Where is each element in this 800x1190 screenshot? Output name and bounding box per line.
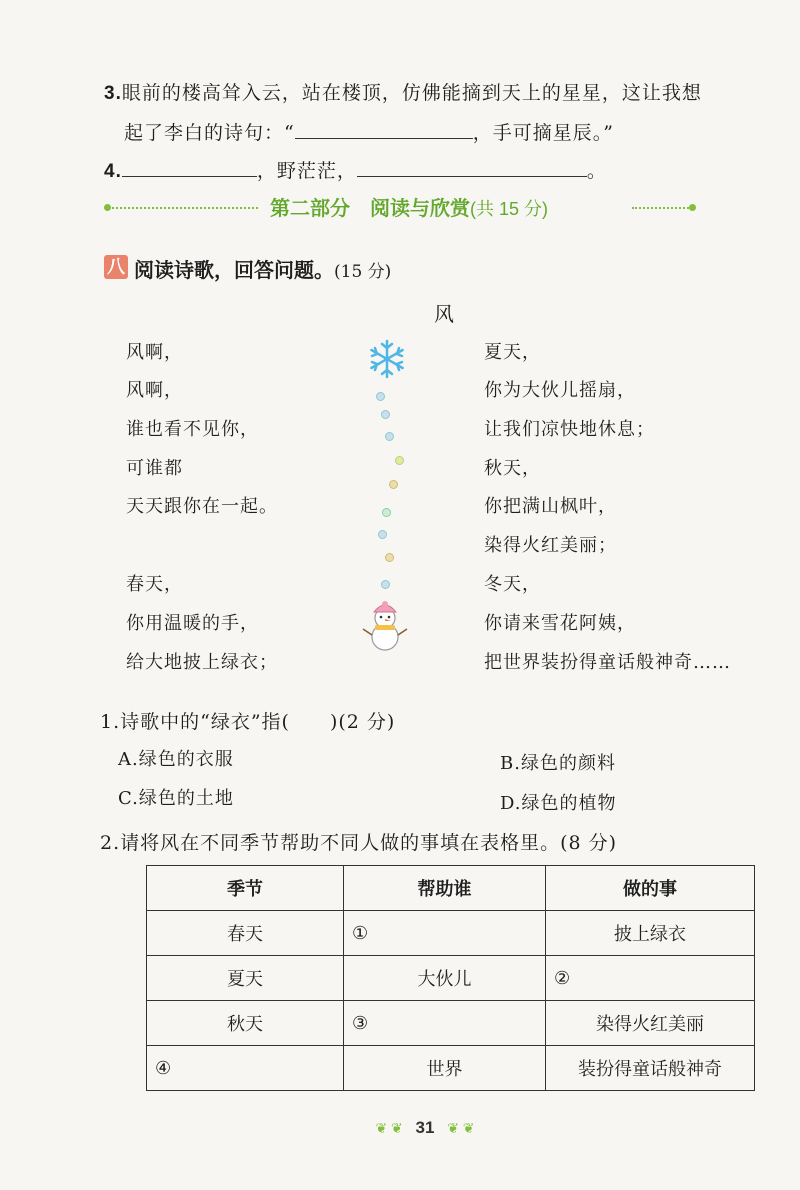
table-cell-deed-answer[interactable]: ② — [546, 956, 755, 1001]
question-3-line-1 — [104, 78, 702, 105]
table-row — [147, 1001, 755, 1046]
question-4-blank-1[interactable] — [122, 158, 257, 177]
table-cell-season: 春天 — [147, 911, 344, 956]
decor-dot — [381, 580, 390, 589]
poem-right-line-8: 你请来雪花阿姨， — [484, 613, 636, 634]
decor-dot — [395, 456, 404, 465]
option-d[interactable]: D.绿色的植物 — [500, 793, 617, 814]
sprout-icon: ❦ ❦ — [375, 1120, 403, 1136]
poem-left-line-4: 可谁都 — [126, 458, 183, 479]
sprout-icon: ❦ ❦ — [447, 1120, 475, 1136]
decor-dot — [381, 410, 390, 419]
decor-dot — [376, 392, 385, 401]
decor-dot — [385, 553, 394, 562]
option-c[interactable]: C.绿色的土地 — [118, 788, 234, 809]
poem-right-line-3: 让我们凉快地休息； — [484, 419, 655, 440]
table-cell-who-answer[interactable]: ① — [344, 911, 546, 956]
divider-dot-right — [689, 204, 696, 211]
poem-left-line-7: 你用温暖的手， — [126, 613, 259, 634]
part-8-score: (15 分) — [334, 262, 392, 282]
seasons-table — [146, 865, 755, 1091]
table-cell-deed: 披上绿衣 — [546, 911, 755, 956]
page-footer — [350, 1118, 500, 1138]
poem-left-line-1: 风啊， — [126, 342, 183, 363]
table-header-row — [147, 866, 755, 911]
question-3-answer-blank[interactable] — [295, 120, 473, 139]
question-3-line-2 — [124, 118, 614, 145]
poem-right-line-5: 你把满山枫叶， — [484, 496, 617, 517]
table-cell-season: 夏天 — [147, 956, 344, 1001]
table-cell-season-answer[interactable]: ④ — [147, 1046, 344, 1091]
question-1-text: 1.诗歌中的“绿衣”指( )(2 分) — [100, 711, 396, 733]
section-title — [270, 192, 548, 221]
table-row — [147, 1046, 755, 1091]
poem-title: 风 — [434, 302, 454, 326]
question-4-mid: ，野茫茫， — [256, 160, 357, 182]
decor-dot — [385, 432, 394, 441]
table-cell-who: 世界 — [344, 1046, 546, 1091]
question-4-blank-2[interactable] — [357, 158, 587, 177]
poem-right-line-2: 你为大伙儿摇扇， — [484, 380, 636, 401]
table-cell-who-answer[interactable]: ③ — [344, 1001, 546, 1046]
poem-right-line-4: 秋天， — [484, 458, 541, 479]
snowflake-icon — [366, 338, 408, 380]
poem-left-line-6: 春天， — [126, 574, 183, 595]
section-title-text: 第二部分 阅读与欣赏 — [270, 198, 470, 220]
poem-right-line-6: 染得火红美丽； — [484, 535, 617, 556]
decor-dot — [382, 508, 391, 517]
snowman-icon — [360, 600, 410, 652]
poem-left-line-2: 风啊， — [126, 380, 183, 401]
question-4-end: 。 — [586, 160, 607, 182]
question-3-number: 3. — [104, 83, 122, 104]
part-8-title: 阅读诗歌，回答问题。 — [134, 258, 334, 282]
option-a[interactable]: A.绿色的衣服 — [118, 749, 234, 770]
table-header-deed: 做的事 — [546, 866, 755, 911]
table-cell-season: 秋天 — [147, 1001, 344, 1046]
table-header-season: 季节 — [147, 866, 344, 911]
table-cell-deed: 装扮得童话般神奇 — [546, 1046, 755, 1091]
decor-dot — [378, 530, 387, 539]
poem-right-line-1: 夏天， — [484, 342, 541, 363]
question-4-number: 4. — [104, 161, 122, 182]
table-row — [147, 911, 755, 956]
table-row — [147, 956, 755, 1001]
decor-dot — [389, 480, 398, 489]
question-2-text: 2.请将风在不同季节帮助不同人做的事填在表格里。(8 分) — [100, 832, 618, 854]
part-8-heading — [134, 254, 391, 283]
table-cell-who: 大伙儿 — [344, 956, 546, 1001]
divider-line-left — [108, 207, 258, 209]
question-4-line — [104, 156, 607, 183]
table-cell-deed: 染得火红美丽 — [546, 1001, 755, 1046]
table-header-who: 帮助谁 — [344, 866, 546, 911]
part-8-badge: 八 — [104, 255, 128, 279]
poem-left-line-5: 天天跟你在一起。 — [126, 496, 278, 517]
option-b[interactable]: B.绿色的颜料 — [500, 753, 616, 774]
question-3-text-start: 起了李白的诗句：“ — [124, 122, 295, 144]
page-number: 31 — [415, 1118, 435, 1137]
poem-left-line-8: 给大地披上绿衣； — [126, 652, 278, 673]
poem-right-line-7: 冬天， — [484, 574, 541, 595]
section-divider — [108, 192, 692, 222]
section-score: (共 15 分) — [470, 199, 549, 219]
divider-line-right — [632, 207, 692, 209]
poem-left-line-3: 谁也看不见你， — [126, 419, 259, 440]
poem-right-line-9: 把世界装扮得童话般神奇…… — [484, 652, 731, 673]
question-3-text-end: ，手可摘星辰。” — [472, 122, 614, 144]
question-3-text: 眼前的楼高耸入云，站在楼顶，仿佛能摘到天上的星星，这让我想 — [121, 82, 702, 104]
